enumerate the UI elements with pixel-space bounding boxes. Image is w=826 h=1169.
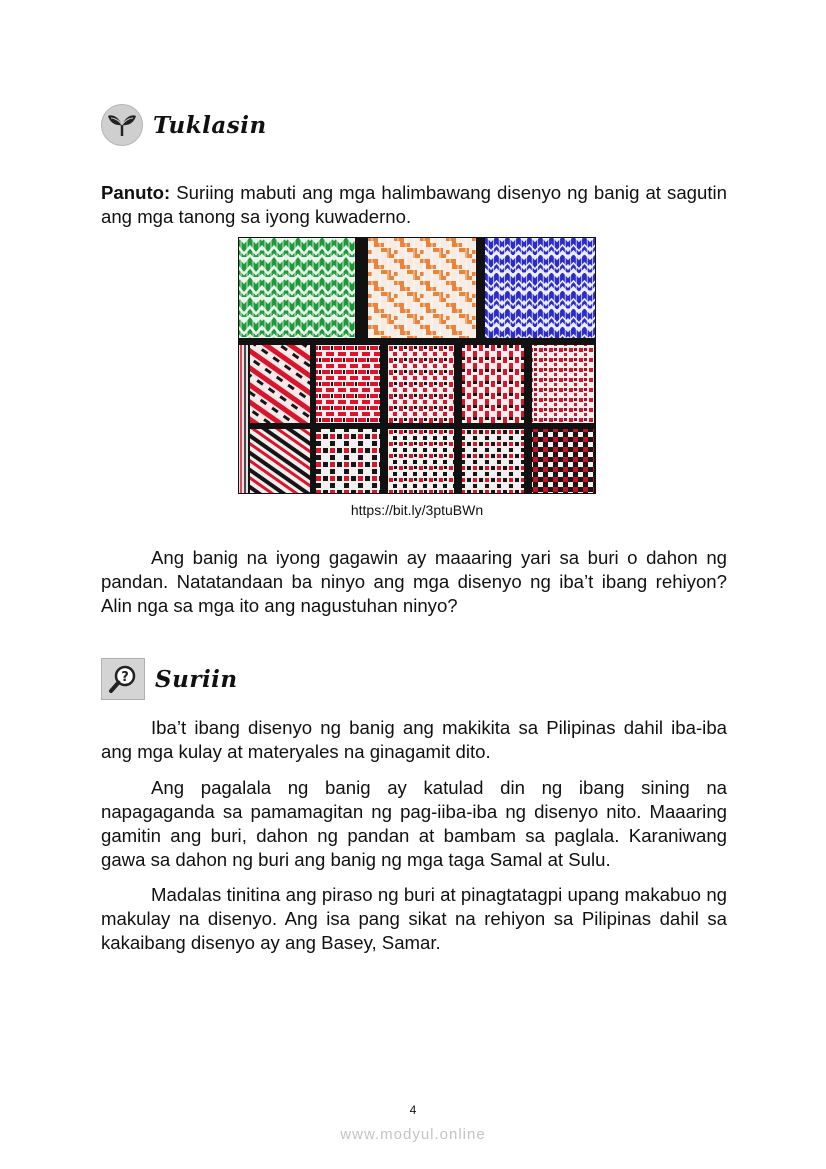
black-red-pattern-3	[388, 429, 454, 493]
tuklasin-heading	[101, 104, 267, 146]
red-pattern-1	[250, 345, 310, 423]
page-number: 4	[409, 1103, 417, 1117]
red-pattern-2	[316, 345, 380, 423]
instruction-paragraph	[101, 181, 727, 229]
instruction-label: Panuto:	[101, 182, 171, 203]
red-pattern-3	[388, 345, 454, 423]
suriin-heading	[101, 658, 238, 700]
red-pattern-4	[462, 345, 524, 423]
orange-step-panel	[368, 238, 476, 338]
blue-zigzag-panel	[485, 238, 595, 338]
tuklasin-title: Tuklasin	[153, 111, 267, 139]
black-red-pattern-1	[250, 429, 310, 493]
suriin-paragraph-2: Ang pagalala ng banig ay katulad din ng ibang sining na napagaganda sa pamamagitan ng pag-iiba-iba ng disenyo nito. Maaaring gamitin ang buri, dahon ng pandan at bambam sa paglala. Karaniwang gawa sa dahon ng buri ang banig ng mga taga Samal at Sulu.	[101, 777, 727, 870]
green-zigzag-panel	[239, 238, 355, 338]
black-red-pattern-4	[462, 429, 524, 493]
suriin-title: Suriin	[155, 665, 238, 693]
image-source-link[interactable]: https://bit.ly/3ptuBWn	[350, 502, 484, 518]
svg-text:?: ?	[121, 670, 129, 685]
watermark: www.modyul.online	[340, 1126, 486, 1143]
instruction-text: Suriing mabuti ang mga halimbawang disenyo ng banig at sagutin ang mga tanong sa iyong kuwaderno.	[101, 182, 727, 227]
suriin-paragraph-3: Madalas tinitina ang piraso ng buri at pinagtatagpi upang makabuo ng makulay na disenyo. Ang isa pang sikat na rehiyon sa Pilipinas dahil sa kakaibang disenyo ay ang Basey, Samar.	[101, 884, 727, 953]
black-red-pattern-5	[532, 429, 594, 493]
banig-designs-image	[238, 237, 596, 494]
black-red-pattern-2	[316, 429, 380, 493]
tuklasin-paragraph: Ang banig na iyong gagawin ay maaaring yari sa buri o dahon ng pandan. Natatandaan ba ninyo ang mga disenyo ng iba’t ibang rehiyon? Alin nga sa mga ito ang nagustuhan ninyo?	[101, 547, 727, 616]
red-pattern-5	[532, 345, 594, 423]
leaf-sprout-icon	[101, 104, 143, 146]
magnifier-icon	[101, 658, 145, 700]
suriin-paragraph-1: Iba’t ibang disenyo ng banig ang makikita sa Pilipinas dahil iba-iba ang mga kulay at materyales na ginagamit dito.	[101, 717, 727, 762]
